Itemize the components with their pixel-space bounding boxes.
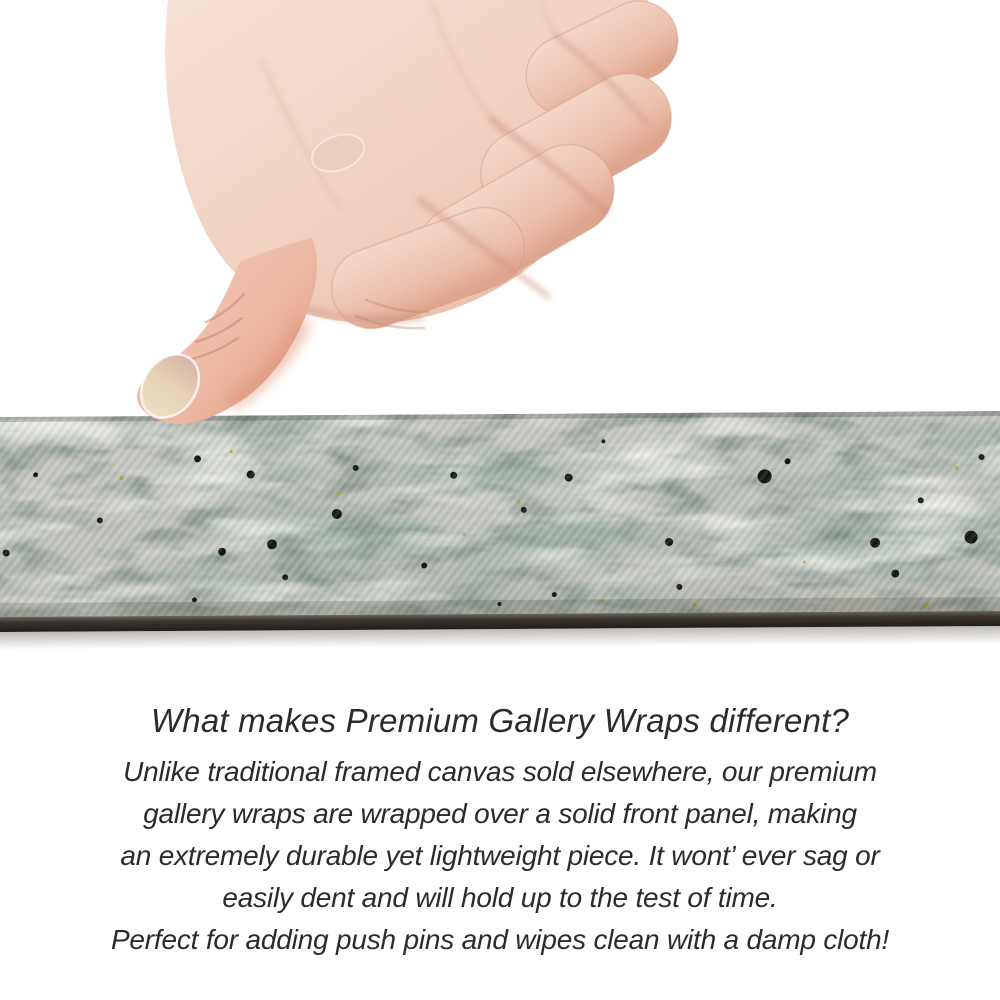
body-line: Unlike traditional framed canvas sold elsewhere, our premium: [123, 756, 877, 787]
hand-graphic: [110, 0, 680, 430]
body-line: easily dent and will hold up to the test of time.: [222, 882, 778, 913]
canvas-texture: [0, 411, 1000, 619]
headline: What makes Premium Gallery Wraps different?: [150, 702, 850, 739]
canvas-texture-graphic: [0, 411, 1000, 657]
info-text-block: [0, 701, 1000, 961]
body-line: Perfect for adding push pins and wipes clean with a damp cloth!: [110, 924, 890, 955]
body-line: an extremely durable yet lightweight piece. It wont’ ever sag or: [120, 840, 880, 871]
hand-pressing-thumb-illustration: [110, 0, 680, 430]
canvas-edge-strip: [0, 411, 1000, 657]
body-line: gallery wraps are wrapped over a solid front panel, making: [143, 798, 857, 829]
